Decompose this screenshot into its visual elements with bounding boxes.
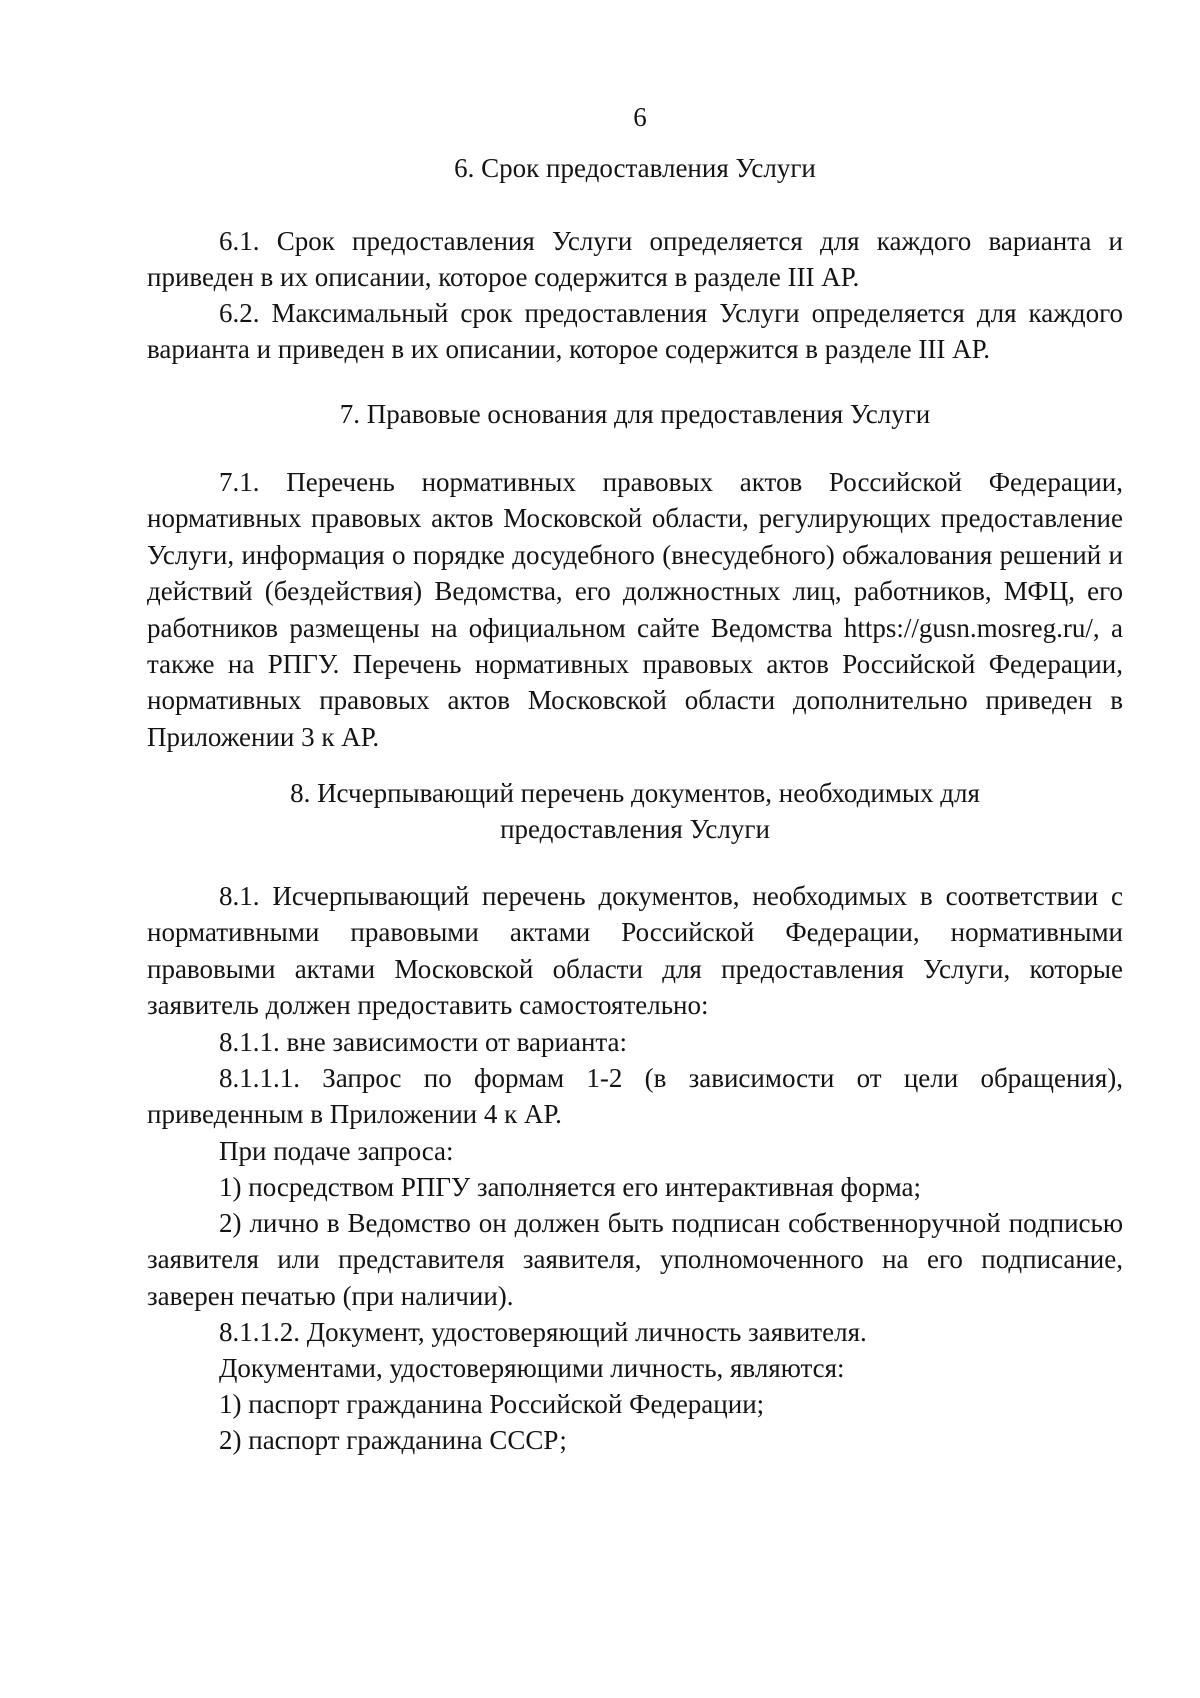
paragraph-passport-ussr: 2) паспорт гражданина СССР;	[219, 1425, 567, 1455]
paragraph-8-1: 8.1. Исчерпывающий перечень документов, необходимых в соответствии с нормативными правовыми актами Российской Федерации, нормативными правовыми актами Московской области для предоставления Услуги, которые заявитель должен предоставить самостоятельно:	[147, 881, 1123, 1021]
paragraph-6-2: 6.2. Максимальный срок предоставления Услуги определяется для каждого варианта и приведен в их описании, которое содержится в разделе III АР.	[147, 298, 1123, 365]
paragraph-6-1: 6.1. Срок предоставления Услуги определяется для каждого варианта и приведен в их описании, которое содержится в разделе III АР.	[147, 226, 1123, 293]
paragraph-identity-docs: Документами, удостоверяющими личность, являются:	[219, 1353, 845, 1383]
section-8-heading-line-1: 8. Исчерпывающий перечень документов, необходимых для	[290, 778, 980, 808]
paragraph-8-1-1-2: 8.1.1.2. Документ, удостоверяющий личность заявителя.	[219, 1317, 867, 1347]
page-number: 6	[633, 102, 647, 132]
paragraph-7-1: 7.1. Перечень нормативных правовых актов Российской Федерации, нормативных правовых актов Московской области, регулирующих предоставление Услуги, информация о порядке досудебного (внесудебного) обжалования решений и действий (бездействия) Ведомства, его должностных лиц, работников, МФЦ, его работников размещены на официальном сайте Ведомства https://gusn.mosreg.ru/, а также на РПГУ. Перечень нормативных правовых актов Российской Федерации, нормативных правовых актов Московской области дополнительно приведен в Приложении 3 к АР.	[147, 467, 1123, 752]
paragraph-submission: При подаче запроса:	[219, 1136, 454, 1166]
paragraph-list-item-2: 2) лично в Ведомство он должен быть подписан собственноручной подписью заявителя или представителя заявителя, уполномоченного на его подписание, заверен печатью (при наличии).	[147, 1208, 1123, 1311]
paragraph-8-1-1: 8.1.1. вне зависимости от варианта:	[219, 1027, 628, 1057]
paragraph-8-1-1-1: 8.1.1.1. Запрос по формам 1-2 (в зависимости от цели обращения), приведенным в Приложении 4 к АР.	[147, 1063, 1123, 1130]
paragraph-passport-rf: 1) паспорт гражданина Российской Федерации;	[219, 1389, 765, 1419]
section-6-heading: 6. Срок предоставления Услуги	[454, 153, 816, 183]
section-8-heading-line-2: предоставления Услуги	[500, 814, 770, 844]
section-7-heading: 7. Правовые основания для предоставления Услуги	[339, 399, 931, 429]
paragraph-list-item-1: 1) посредством РПГУ заполняется его интерактивная форма;	[219, 1172, 921, 1202]
